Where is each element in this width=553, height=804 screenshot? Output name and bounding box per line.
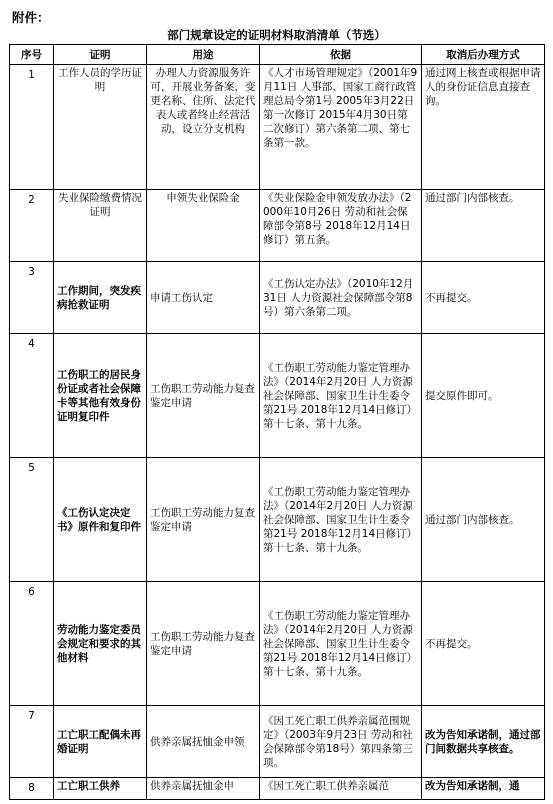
table-row bbox=[10, 778, 545, 800]
table-row bbox=[10, 190, 545, 262]
row-after-cancel: 通过部门内部核查。 bbox=[422, 458, 545, 582]
row-purpose: 工伤职工劳动能力复查鉴定申请 bbox=[147, 582, 260, 706]
table-row bbox=[10, 706, 545, 778]
row-basis: 《工伤职工劳动能力鉴定管理办法》（2014年2月20日 人力资源社会保障部、国家卫生计生委令第21号 2018年12月14日修订）第十七条、第十九条。 bbox=[260, 334, 422, 458]
row-certificate: 工伤职工的居民身份证或者社会保障卡等其他有效身份证明复印件 bbox=[54, 334, 147, 458]
header-purpose: 用途 bbox=[147, 45, 260, 65]
header-certificate: 证明 bbox=[54, 45, 147, 65]
row-after-cancel: 通过网上核查或根据申请人的身份证信息直接查询。 bbox=[422, 65, 545, 190]
table-row bbox=[10, 334, 545, 458]
table-row bbox=[10, 582, 545, 706]
row-index: 8 bbox=[10, 778, 54, 800]
row-basis: 《工伤职工劳动能力鉴定管理办法》（2014年2月20日 人力资源社会保障部、国家卫生计生委令第21号 2018年12月14日修订）第十七条、第十九条。 bbox=[260, 582, 422, 706]
row-index: 1 bbox=[10, 65, 54, 190]
table-row bbox=[10, 65, 545, 190]
row-after-cancel: 不再提交。 bbox=[422, 582, 545, 706]
row-index: 4 bbox=[10, 334, 54, 458]
row-certificate: 《工伤认定决定书》原件和复印件 bbox=[54, 458, 147, 582]
row-after-cancel: 改为告知承诺制，通过部门间数据共享核查。 bbox=[422, 706, 545, 778]
row-certificate: 失业保险缴费情况证明 bbox=[54, 190, 147, 262]
row-index: 5 bbox=[10, 458, 54, 582]
row-index: 6 bbox=[10, 582, 54, 706]
row-after-cancel: 不再提交。 bbox=[422, 262, 545, 334]
row-certificate: 工作人员的学历证明 bbox=[54, 65, 147, 190]
row-after-cancel: 改为告知承诺制，通 bbox=[422, 778, 545, 800]
row-purpose: 供养亲属抚恤金申领 bbox=[147, 706, 260, 778]
row-certificate: 工亡职工供养 bbox=[54, 778, 147, 800]
row-purpose: 工伤职工劳动能力复查鉴定申请 bbox=[147, 458, 260, 582]
row-basis: 《因工死亡职工供养亲属范 bbox=[260, 778, 422, 800]
row-purpose: 申领失业保险金 bbox=[147, 190, 260, 262]
table-row bbox=[10, 262, 545, 334]
row-purpose: 供养亲属抚恤金申 bbox=[147, 778, 260, 800]
row-after-cancel: 提交原件即可。 bbox=[422, 334, 545, 458]
table-header-row bbox=[10, 45, 545, 65]
row-purpose: 办理人力资源服务许可，开展业务备案，变更名称、住所、法定代表人或者终止经营活动，设立分支机构 bbox=[147, 65, 260, 190]
row-certificate: 工亡职工配偶未再婚证明 bbox=[54, 706, 147, 778]
attachment-label: 附件： bbox=[12, 10, 50, 25]
row-basis: 《因工死亡职工供养亲属范围规定》（2003年9月23日 劳动和社会保障部令第18号）第四条第三项。 bbox=[260, 706, 422, 778]
header-index: 序号 bbox=[10, 45, 54, 65]
row-basis: 《工伤职工劳动能力鉴定管理办法》（2014年2月20日 人力资源社会保障部、国家卫生计生委令第21号 2018年12月14日修订）第十七条、第十九条。 bbox=[260, 458, 422, 582]
document-title: 部门规章设定的证明材料取消清单（节选） bbox=[167, 28, 386, 42]
cancellation-table bbox=[9, 44, 545, 800]
header-after-cancel: 取消后办理方式 bbox=[422, 45, 545, 65]
row-certificate: 劳动能力鉴定委员会规定和要求的其他材料 bbox=[54, 582, 147, 706]
row-basis: 《工伤认定办法》（2010年12月31日 人力资源社会保障部令第8号）第六条第二项。 bbox=[260, 262, 422, 334]
header-basis: 依据 bbox=[260, 45, 422, 65]
row-index: 2 bbox=[10, 190, 54, 262]
row-index: 3 bbox=[10, 262, 54, 334]
table-row bbox=[10, 458, 545, 582]
row-basis: 《失业保险金申领发放办法》（2000年10月26日 劳动和社会保障部令第8号 2018年12月14日修订）第五条。 bbox=[260, 190, 422, 262]
row-index: 7 bbox=[10, 706, 54, 778]
row-basis: 《人才市场管理规定》（2001年9月11日 人事部、国家工商行政管理总局令第1号 2005年3月22日第一次修订 2015年4月30日第二次修订）第六条第二项、第七条第一款。 bbox=[260, 65, 422, 190]
row-purpose: 工伤职工劳动能力复查鉴定申请 bbox=[147, 334, 260, 458]
row-purpose: 申请工伤认定 bbox=[147, 262, 260, 334]
row-after-cancel: 通过部门内部核查。 bbox=[422, 190, 545, 262]
row-certificate: 工作期间，突发疾病抢救证明 bbox=[54, 262, 147, 334]
